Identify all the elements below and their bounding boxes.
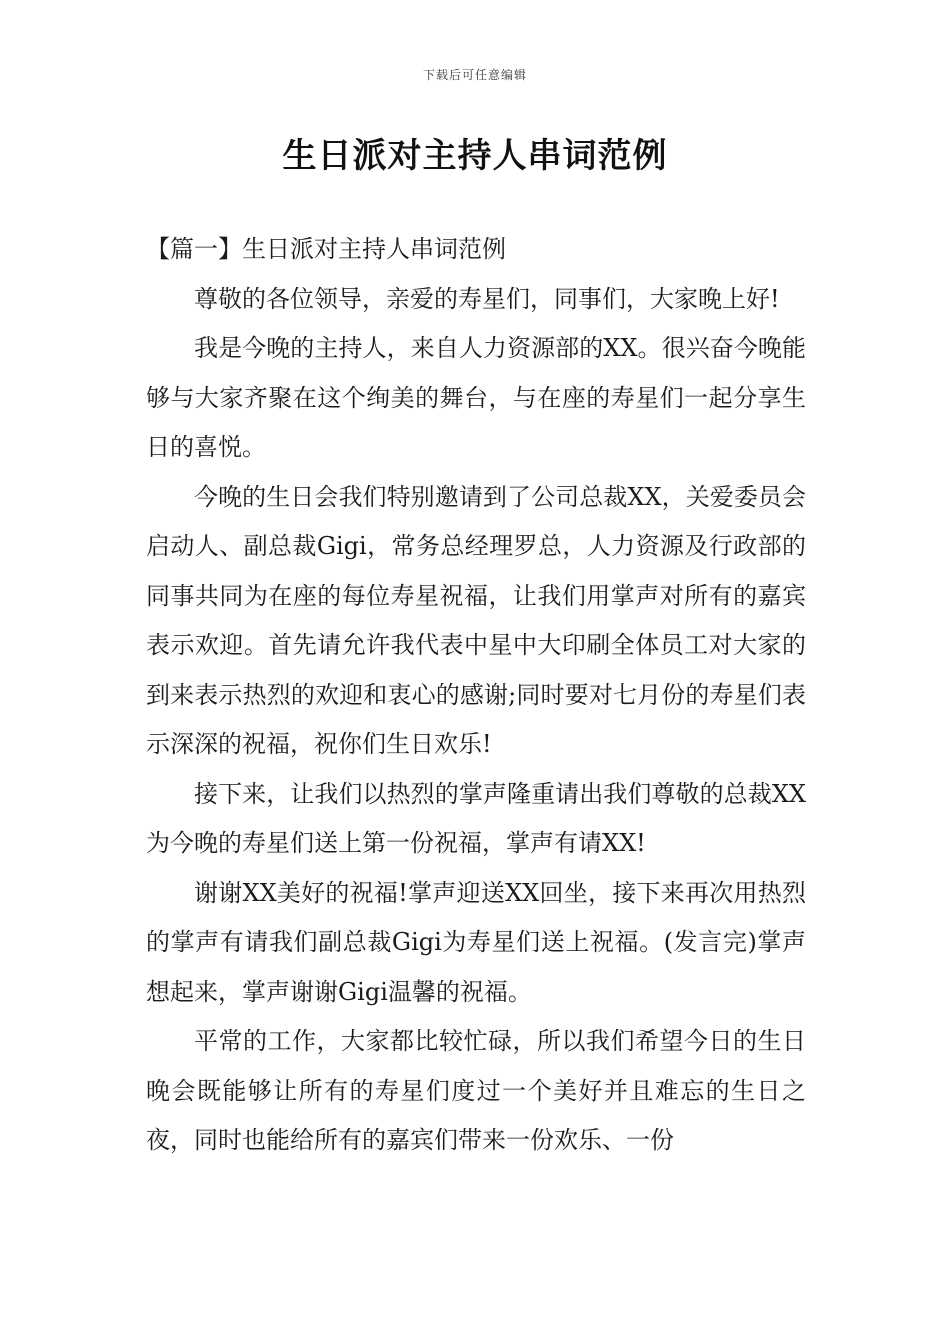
- paragraph-guests: 今晚的生日会我们特别邀请到了公司总裁XX，关爱委员会启动人、副总裁Gigi，常务总经理罗总，人力资源及行政部的同事共同为在座的每位寿星祝福，让我们用掌声对所有的嘉宾表示欢迎。首先请允许我代表中星中大印刷全体员工对大家的到来表示热烈的欢迎和衷心的感谢;同时要对七月份的寿星们表示深深的祝福，祝你们生日欢乐!: [146, 482, 806, 758]
- document-body: [146, 225, 806, 1166]
- section-heading: 【篇一】生日派对主持人串词范例: [146, 235, 506, 263]
- document-title: 生日派对主持人串词范例: [282, 136, 668, 176]
- paragraph-host-intro: 我是今晚的主持人，来自人力资源部的XX。很兴奋今晚能够与大家齐聚在这个绚美的舞台，与在座的寿星们一起分享生日的喜悦。: [146, 334, 806, 461]
- paragraph-closing: 平常的工作，大家都比较忙碌，所以我们希望今日的生日晚会既能够让所有的寿星们度过一个美好并且难忘的生日之夜，同时也能给所有的嘉宾们带来一份欢乐、一份: [146, 1027, 806, 1154]
- paragraph-vice-president: 谢谢XX美好的祝福!掌声迎送XX回坐，接下来再次用热烈的掌声有请我们副总裁Gigi为寿星们送上祝福。(发言完)掌声想起来，掌声谢谢Gigi温馨的祝福。: [146, 878, 806, 1006]
- header-note: 下载后可任意编辑: [422, 68, 527, 82]
- paragraph-greeting: 尊敬的各位领导，亲爱的寿星们，同事们，大家晚上好!: [194, 284, 780, 313]
- paragraph-president: 接下来，让我们以热烈的掌声隆重请出我们尊敬的总裁XX为今晚的寿星们送上第一份祝福，掌声有请XX!: [146, 779, 806, 857]
